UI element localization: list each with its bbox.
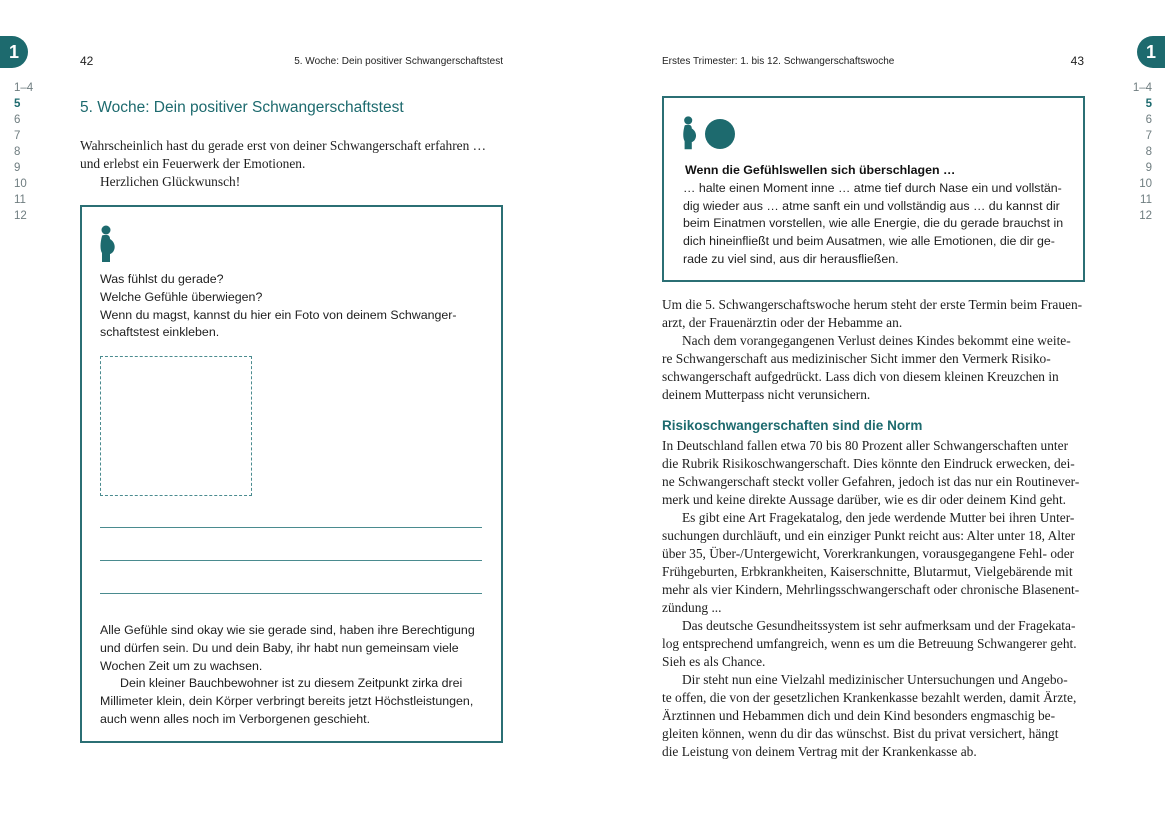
chapter-tab-left[interactable]: 1 bbox=[0, 36, 28, 68]
question-line: Was fühlst du gerade? bbox=[100, 272, 224, 286]
body-line: zündung ... bbox=[662, 600, 722, 615]
week-nav-item[interactable]: 6 bbox=[14, 114, 21, 126]
week-nav-item-current[interactable]: 5 bbox=[14, 98, 21, 110]
body-line: deinem Mutterpass nicht verunsichern. bbox=[662, 387, 871, 402]
running-head-left: 5. Woche: Dein positiver Schwangerschaftstest bbox=[294, 56, 503, 67]
body-line: te offen, die von der gesetzlichen Krankenkasse bezahlt werden, damit Ärzte, bbox=[662, 690, 1077, 705]
body-line: Dir steht nun eine Vielzahl medizinischer Untersuchungen und Angebo- bbox=[682, 672, 1068, 687]
week-nav-item[interactable]: 11 bbox=[1140, 194, 1152, 206]
body-line: schwangerschaft aufgedrückt. Lass dich von diesem kleinen Kreuzchen in bbox=[662, 369, 1059, 384]
page-number-right: 43 bbox=[1070, 54, 1084, 68]
intro-line: Wahrscheinlich hast du gerade erst von deiner Schwangerschaft erfahren … bbox=[80, 138, 487, 153]
breathing-title: Wenn die Gefühlswellen sich überschlagen … bbox=[685, 163, 956, 177]
week-nav-item[interactable]: 1–4 bbox=[14, 82, 34, 94]
intro-line: Herzlichen Glückwunsch! bbox=[100, 174, 241, 189]
writing-line[interactable] bbox=[100, 527, 482, 528]
closing-line: Millimeter klein, dein Körper verbringt bereits jetzt Höchstleistungen, bbox=[100, 694, 474, 709]
week-nav-item[interactable]: 11 bbox=[14, 194, 26, 206]
week-nav-item[interactable]: 9 bbox=[14, 162, 21, 174]
page-title: 5. Woche: Dein positiver Schwangerschaftstest bbox=[80, 99, 404, 116]
week-nav-item[interactable]: 1–4 bbox=[1132, 82, 1152, 94]
body-line: merk und keine direkte Aussage darüber, wie es dir oder deinem Kind geht. bbox=[662, 492, 1067, 507]
body-line: Ärztinnen und Hebammen dich und dein Kind besonders engmaschig be- bbox=[662, 708, 1056, 723]
pregnant-woman-icon bbox=[98, 225, 118, 263]
week-nav-item[interactable]: 9 bbox=[1145, 162, 1152, 174]
closing-line: Dein kleiner Bauchbewohner ist zu diesem Zeitpunkt zirka drei bbox=[120, 676, 463, 691]
body-line: über 35, Über-/Untergewicht, Vorerkrankungen, vorausgegangene Fehl- oder bbox=[662, 546, 1075, 561]
week-nav-item[interactable]: 10 bbox=[14, 178, 27, 190]
running-head-right: Erstes Trimester: 1. bis 12. Schwangerschaftswoche bbox=[662, 56, 895, 67]
week-nav-left bbox=[14, 80, 33, 224]
question-line: Welche Gefühle überwiegen? bbox=[100, 289, 263, 304]
week-nav-item[interactable]: 8 bbox=[14, 146, 21, 158]
body-line: log entsprechend umfangreich, wenn es um die Betreuung Schwangerer geht. bbox=[662, 636, 1077, 651]
breathing-line: rade zu viel sind, aus dir herausfließen. bbox=[683, 251, 899, 266]
question-line: schaftstest einkleben. bbox=[100, 325, 220, 340]
body-line: Frühgeburten, Erbkrankheiten, Kaiserschnitte, Blutarmut, Vielgebärende mit bbox=[662, 564, 1073, 579]
body-line: Es gibt eine Art Fragekatalog, den jede werdende Mutter bei ihren Unter- bbox=[682, 510, 1075, 525]
week-nav-item[interactable]: 7 bbox=[14, 130, 21, 142]
closing-line: Wochen Zeit um zu wachsen. bbox=[100, 658, 263, 673]
body-line: suchungen durchläuft, und ein einziger Punkt reicht aus: Alter unter 18, Alter bbox=[662, 528, 1076, 543]
section-subheading: Risikoschwangerschaften sind die Norm bbox=[662, 418, 923, 433]
intro-line: und erlebst ein Feuerwerk der Emotionen. bbox=[80, 156, 306, 171]
body-line: die Leistung von deinem Vertrag mit der Krankenkasse ab. bbox=[662, 744, 977, 759]
week-nav-item[interactable]: 6 bbox=[1145, 114, 1152, 126]
question-line: Wenn du magst, kannst du hier ein Foto von deinem Schwanger- bbox=[100, 307, 457, 322]
body-line: mehr als vier Kindern, Mehrlingsschwangerschaft oder chronische Blasenent- bbox=[662, 582, 1080, 597]
breathing-line: dig wieder aus … atme sanft ein und vollständig aus … du kannst dir bbox=[683, 198, 1060, 213]
closing-line: auch wenn alles noch im Verborgenen geschieht. bbox=[100, 711, 371, 726]
week-nav-item[interactable]: 7 bbox=[1145, 130, 1152, 142]
intro-text bbox=[80, 137, 505, 191]
writing-line[interactable] bbox=[100, 560, 482, 561]
body-text bbox=[662, 296, 1085, 404]
body-line: Das deutsche Gesundheitssystem ist sehr aufmerksam und der Fragekata- bbox=[682, 618, 1076, 633]
breathing-line: beim Einatmen vorstellen, wie alle Energie, die du gerade brauchst in bbox=[683, 216, 1064, 231]
body-line: Sieh es als Chance. bbox=[662, 654, 766, 669]
week-nav-item[interactable]: 8 bbox=[1145, 146, 1152, 158]
closing-line: und dürfen sein. Du und dein Baby, ihr habt nun gemeinsam viele bbox=[100, 640, 459, 655]
body-text-section bbox=[662, 437, 1085, 761]
week-nav-item-current[interactable]: 5 bbox=[1145, 98, 1152, 110]
body-line: Um die 5. Schwangerschaftswoche herum steht der erste Termin beim Frauen- bbox=[662, 297, 1083, 312]
week-nav-right bbox=[1133, 80, 1152, 224]
breathing-line: … halte einen Moment inne … atme tief durch Nase ein und vollstän- bbox=[683, 180, 1062, 195]
body-line: In Deutschland fallen etwa 70 bis 80 Prozent aller Schwangerschaften unter bbox=[662, 438, 1069, 453]
body-line: die Rubrik Risikoschwangerschaft. Dies könnte den Eindruck erwecken, dei- bbox=[662, 456, 1075, 471]
body-line: arzt, der Frauenärztin oder der Hebamme an. bbox=[662, 315, 903, 330]
chapter-tab-right[interactable]: 1 bbox=[1137, 36, 1165, 68]
body-line: re Schwangerschaft aus medizinischer Sicht immer den Vermerk Risiko- bbox=[662, 351, 1051, 366]
reflection-questions bbox=[100, 271, 485, 342]
pregnant-woman-icon bbox=[681, 115, 699, 151]
writing-line[interactable] bbox=[100, 593, 482, 594]
week-nav-item[interactable]: 12 bbox=[14, 210, 27, 222]
body-line: ne Schwangerschaft steckt voller Gefahren, jedoch ist das nur ein Routinever- bbox=[662, 474, 1080, 489]
week-nav-item[interactable]: 10 bbox=[1139, 178, 1152, 190]
closing-line: Alle Gefühle sind okay wie sie gerade sind, haben ihre Berechtigung bbox=[100, 623, 475, 637]
closing-text bbox=[100, 622, 490, 729]
body-line: gleiten können, wenn du dir das wünschst. Bist du privat versichert, hängt bbox=[662, 726, 1059, 741]
breathing-text bbox=[683, 162, 1068, 269]
body-line: Nach dem vorangegangenen Verlust deines Kindes bekommt eine weite- bbox=[682, 333, 1071, 348]
photo-placeholder[interactable] bbox=[100, 356, 252, 496]
breathing-line: dich hineinfließt und beim Ausatmen, wie alle Emotionen, die dir ge- bbox=[683, 234, 1055, 249]
page-number-left: 42 bbox=[80, 54, 94, 68]
teal-circle-icon bbox=[704, 118, 736, 150]
week-nav-item[interactable]: 12 bbox=[1139, 210, 1152, 222]
